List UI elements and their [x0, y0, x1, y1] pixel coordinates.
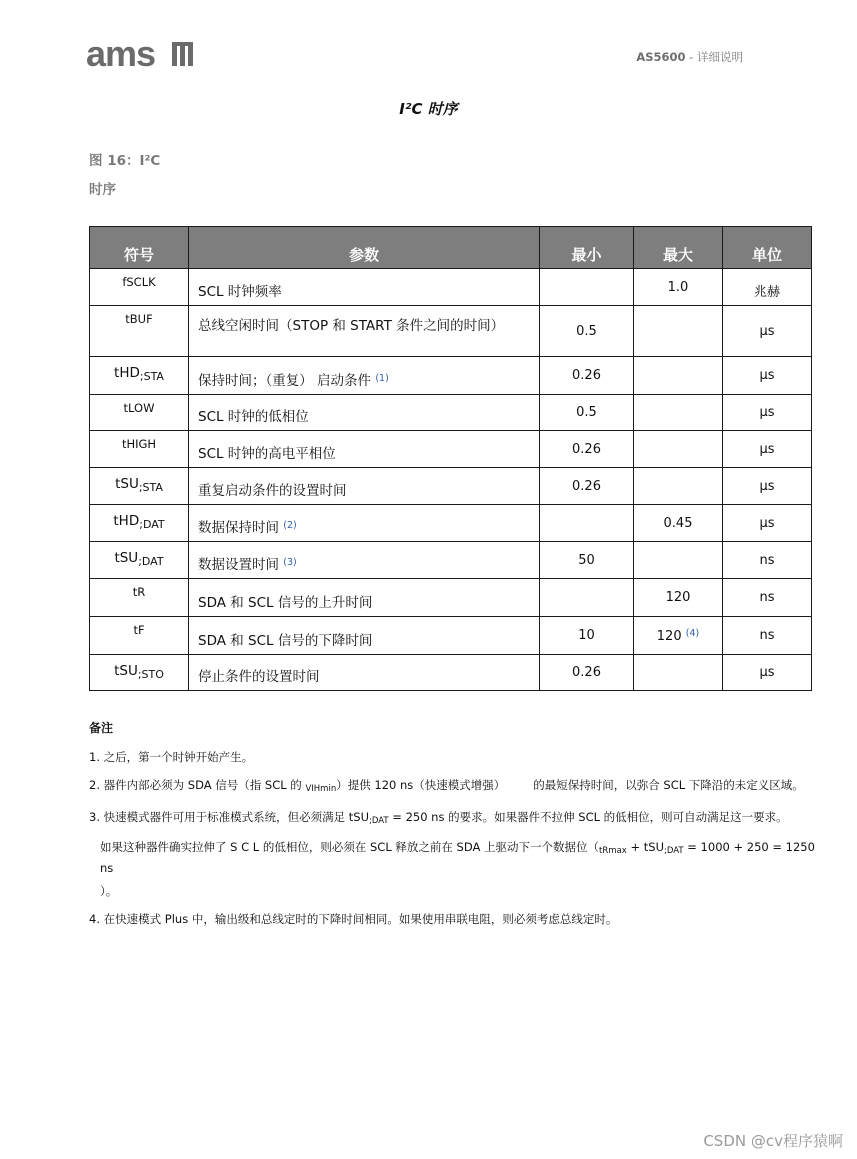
symbol-cell: tR — [90, 579, 189, 617]
table-row — [90, 542, 812, 579]
parameter-cell: 数据保持时间 $^{(2)}$ — [189, 505, 540, 542]
min-cell: 0.26 — [540, 431, 634, 468]
parameter-cell: SCL 时钟频率 — [189, 269, 540, 306]
unit-cell: μs — [723, 505, 812, 542]
symbol-cell: tSU$_{;DAT}$ — [90, 542, 189, 579]
figure-caption-line2: 时序 — [89, 182, 116, 198]
max-cell — [634, 655, 723, 691]
symbol-cell: tHD$_{;STA}$ — [90, 357, 189, 395]
table-row — [90, 468, 812, 505]
table-row — [90, 617, 812, 655]
symbol-cell: tSU$_{;STO}$ — [90, 655, 189, 691]
note-2: 2. 器件内部必须为 SDA 信号（指 SCL 的 $_{VIHmin}$）提供 120 ns（快速模式增强） 的最短保持时间，以弥合 SCL 下降沿的未定义区域。 — [89, 778, 804, 794]
table-header-row — [90, 227, 812, 269]
unit-cell: μs — [723, 655, 812, 691]
ams-logo — [86, 36, 196, 70]
notes-section — [89, 720, 819, 939]
parameter-cell: 保持时间；（重复） 启动条件 $^{(1)}$ — [189, 357, 540, 395]
parameter-cell: 重复启动条件的设置时间 — [189, 468, 540, 505]
section-title: I²C 时序 — [399, 100, 458, 118]
footnote-ref-4[interactable]: (4) — [685, 627, 700, 639]
symbol-cell: tSU$_{;STA}$ — [90, 468, 189, 505]
doc-suffix: - 详细说明 — [685, 50, 743, 64]
max-cell — [634, 357, 723, 395]
max-cell — [634, 395, 723, 431]
header-unit: 单位 — [723, 227, 812, 269]
parameter-cell: SCL 时钟的低相位 — [189, 395, 540, 431]
parameter-cell: SDA 和 SCL 信号的上升时间 — [189, 579, 540, 617]
table-row — [90, 357, 812, 395]
table-row — [90, 269, 812, 306]
unit-cell: ns — [723, 617, 812, 655]
note-1: 1. 之后，第一个时钟开始产生。 — [89, 750, 254, 764]
unit-cell: μs — [723, 431, 812, 468]
header-min: 最小 — [540, 227, 634, 269]
table-row — [90, 655, 812, 691]
unit-cell: μs — [723, 306, 812, 357]
max-cell — [634, 306, 723, 357]
header-symbol: 符号 — [90, 227, 189, 269]
notes-title: 备注 — [89, 721, 114, 735]
footnote-ref-1[interactable]: (1) — [375, 373, 389, 384]
watermark: CSDN @cv程序猿啊 — [703, 1132, 843, 1150]
symbol-cell: fSCLK — [90, 269, 189, 306]
figure-caption — [89, 147, 160, 205]
min-cell: 0.26 — [540, 468, 634, 505]
footnote-ref-2[interactable]: (2) — [283, 520, 297, 531]
parameter-cell: SCL 时钟的高电平相位 — [189, 431, 540, 468]
min-cell: 0.26 — [540, 357, 634, 395]
min-cell: 0.5 — [540, 395, 634, 431]
symbol-cell: tHIGH — [90, 431, 189, 468]
note-4: 4. 在快速模式 Plus 中，输出级和总线定时的下降时间相同。如果使用串联电阻，则必须考虑总线定时。 — [89, 912, 618, 926]
header-parameter: 参数 — [189, 227, 540, 269]
min-cell — [540, 505, 634, 542]
min-cell — [540, 269, 634, 306]
min-cell: 0.26 — [540, 655, 634, 691]
symbol-cell: tLOW — [90, 395, 189, 431]
min-cell: 0.5 — [540, 306, 634, 357]
unit-cell: μs — [723, 395, 812, 431]
note-3: 3. 快速模式器件可用于标准模式系统，但必须满足 tSU$_{;DAT}$ = 250 ns 的要求。如果器件不拉伸 SCL 的低相位，则可自动满足这一要求。 如果这种器件确实拉伸了 S C L 的低相位，则必须在 SCL 释放之前在 SDA 上驱动下一个数据位（$_{tRmax} + tSU_{;DAT} = 1000 + 250 = 1250$ ns ）。 — [89, 810, 815, 898]
table-row — [90, 579, 812, 617]
figure-caption-line1: 图 16：I²C — [89, 153, 161, 169]
symbol-cell: tF — [90, 617, 189, 655]
max-cell: 120 $^{(4)}$ — [634, 617, 723, 655]
min-cell: 10 — [540, 617, 634, 655]
max-cell — [634, 468, 723, 505]
ams-logo-text: ams — [86, 36, 156, 70]
unit-cell: μs — [723, 468, 812, 505]
parameter-cell: SDA 和 SCL 信号的下降时间 — [189, 617, 540, 655]
document-reference — [636, 49, 743, 65]
unit-cell: 兆赫 — [723, 269, 812, 306]
parameter-cell: 数据设置时间 $^{(3)}$ — [189, 542, 540, 579]
max-cell: 0.45 — [634, 505, 723, 542]
parameter-cell: 停止条件的设置时间 — [189, 655, 540, 691]
unit-cell: μs — [723, 357, 812, 395]
unit-cell: ns — [723, 579, 812, 617]
table-row — [90, 395, 812, 431]
i2c-timing-table — [89, 226, 812, 691]
table-row — [90, 505, 812, 542]
max-cell: 120 — [634, 579, 723, 617]
symbol-cell: tBUF — [90, 306, 189, 357]
unit-cell: ns — [723, 542, 812, 579]
header-max: 最大 — [634, 227, 723, 269]
max-cell — [634, 431, 723, 468]
table-row — [90, 431, 812, 468]
parameter-cell: 总线空闲时间（STOP 和 START 条件之间的时间） — [189, 306, 540, 357]
doc-product: AS5600 — [636, 50, 686, 64]
max-cell — [634, 542, 723, 579]
max-cell: 1.0 — [634, 269, 723, 306]
min-cell: 50 — [540, 542, 634, 579]
min-cell — [540, 579, 634, 617]
symbol-cell: tHD$_{;DAT}$ — [90, 505, 189, 542]
table-row — [90, 306, 812, 357]
footnote-ref-3[interactable]: (3) — [283, 557, 297, 568]
